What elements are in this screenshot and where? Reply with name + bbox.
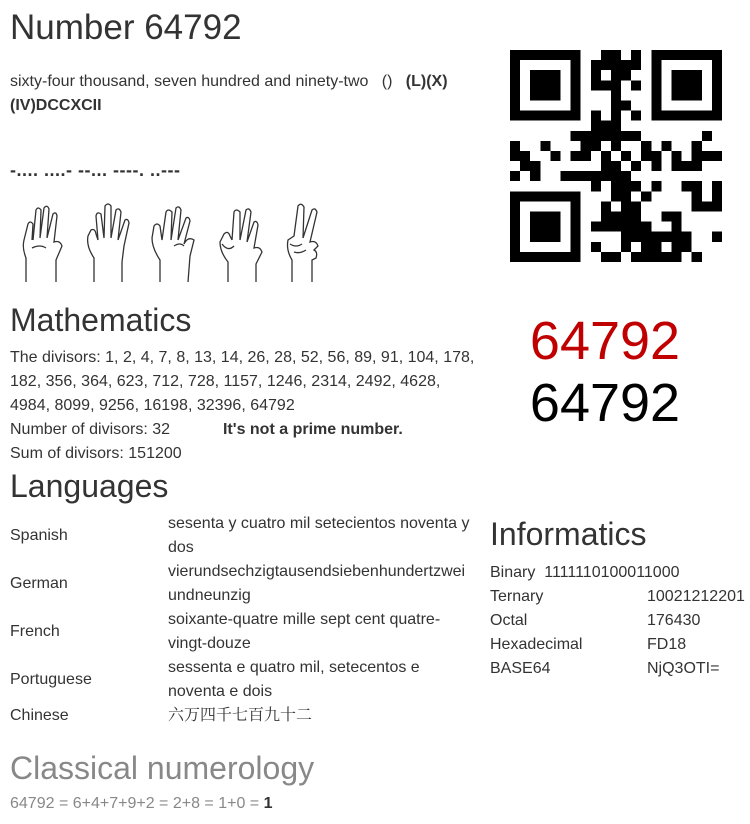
numerology-expression: 64792 = 6+4+7+9+2 = 2+8 = 1+0 = [10, 795, 260, 812]
info-row-ternary [490, 585, 745, 609]
language-value: sesenta y cuatro mil setecientos noventa y dos [168, 515, 470, 556]
info-value: 176430 [647, 612, 701, 629]
language-row-german [10, 560, 480, 608]
info-label: Binary [490, 564, 536, 581]
info-label: Octal [490, 612, 528, 629]
language-value: soixante-quatre mille sept cent quatre-vingt-douze [168, 611, 441, 652]
languages-table [10, 512, 480, 728]
divisors-label: The divisors: [10, 349, 101, 366]
words-text: sixty-four thousand, seven hundred and ninety-two [10, 73, 369, 90]
info-row-base64 [490, 657, 745, 681]
hand-two-icon [276, 200, 338, 284]
info-label: BASE64 [490, 660, 551, 677]
language-row-portuguese [10, 656, 480, 704]
language-name: Spanish [10, 527, 68, 544]
roman-numeral: (L)(X)(IV)DCCXCII [10, 73, 448, 114]
info-value: NjQ3OTI= [647, 660, 720, 677]
sign-language-hands [12, 200, 338, 284]
language-row-french [10, 608, 480, 656]
numerology-heading: Classical numerology [10, 750, 315, 786]
language-value: sessenta e quatro mil, setecentos e noventa e dois [168, 659, 420, 700]
informatics-table [490, 561, 745, 681]
language-name: French [10, 623, 60, 640]
hand-seven-icon [144, 200, 206, 284]
numerology-formula [10, 795, 273, 813]
info-row-hexadecimal [490, 633, 745, 657]
divisors-line [10, 346, 480, 418]
num-divisors-label: Number of divisors: [10, 421, 148, 438]
divisors-list: 1, 2, 4, 7, 8, 13, 14, 26, 28, 52, 56, 89, 91, 104, 178, 182, 356, 364, 623, 712, 728, 1157, 1246, 2314, 2492, 4628, 4984, 8099, 9256, 16198, 32396, 64792 [10, 349, 475, 414]
divisor-sum-line [10, 442, 480, 466]
language-name: Portuguese [10, 671, 92, 688]
sum-value: 151200 [128, 445, 182, 462]
big-number-red: 64792 [529, 311, 681, 371]
hand-six-icon [12, 200, 74, 284]
big-number-black: 64792 [529, 373, 681, 433]
mathematics-section [10, 346, 480, 466]
prime-status: It's not a prime number. [222, 421, 403, 438]
words-parens: () [381, 73, 393, 90]
mathematics-heading: Mathematics [10, 302, 192, 338]
language-value: 六万四千七百九十二 [168, 707, 313, 724]
hand-nine-icon [210, 200, 272, 284]
language-value: vierundsechzigtausendsiebenhundertzweiundneunzig [168, 563, 466, 604]
sum-label: Sum of divisors: [10, 445, 124, 462]
language-row-spanish [10, 512, 480, 560]
info-value: 10021212201 [647, 588, 745, 605]
qr-code-icon [510, 50, 722, 262]
hand-four-icon [78, 200, 140, 284]
morse-code: -.... ....- --... ----. ..--- [10, 160, 181, 180]
info-row-binary [490, 561, 745, 585]
info-label: Ternary [490, 588, 544, 605]
languages-heading: Languages [10, 468, 169, 504]
language-row-chinese [10, 704, 480, 728]
info-value: FD18 [647, 636, 687, 653]
divisor-count-line [10, 418, 480, 442]
page-title: Number 64792 [10, 8, 242, 47]
info-row-octal [490, 609, 745, 633]
info-label: Hexadecimal [490, 636, 583, 653]
language-name: German [10, 575, 68, 592]
numerology-result: 1 [263, 795, 273, 812]
informatics-heading: Informatics [490, 516, 647, 552]
info-value: 1111110100011000 [544, 564, 680, 581]
num-divisors-value: 32 [152, 421, 171, 438]
language-name: Chinese [10, 707, 69, 724]
number-in-words [10, 70, 470, 118]
